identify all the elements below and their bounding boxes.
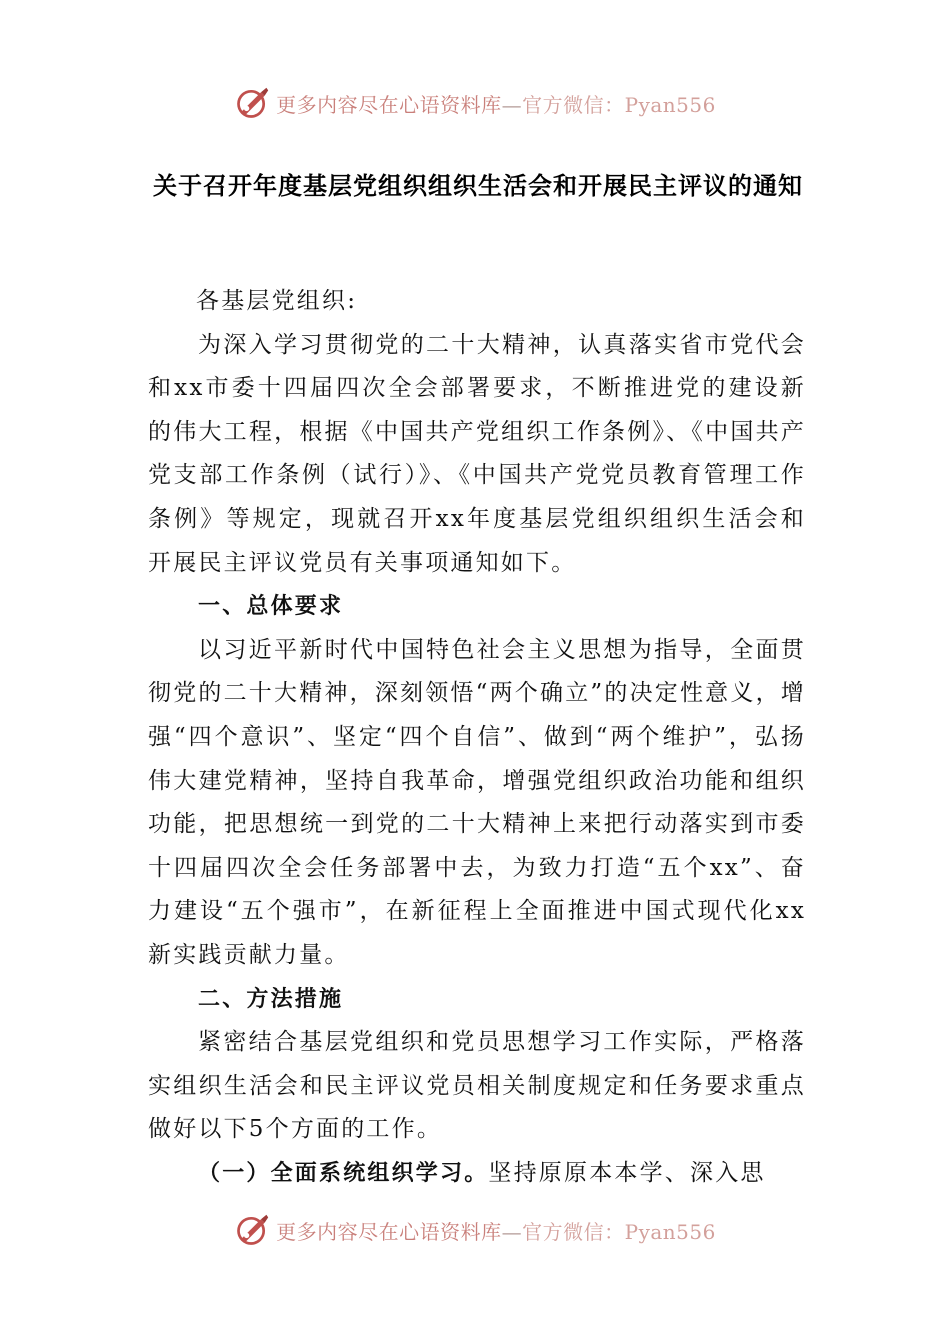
section-heading-general-requirements: 一、总体要求 [198, 594, 344, 620]
watermark-text: 更多内容尽在心语资料库—官方微信：Pyan556 [276, 92, 716, 117]
pen-circle-icon [234, 1212, 270, 1248]
document-title: 关于召开年度基层党组织组织生活会和开展民主评议的通知 [153, 172, 803, 200]
item-heading-study: （一）全面系统组织学习。 [198, 1160, 489, 1186]
salutation: 各基层党组织: [196, 288, 358, 314]
document-body [148, 280, 806, 1195]
methods-paragraph: 紧密结合基层党组织和党员思想学习工作实际，严格落实组织生活会和民主评议党员相关制度规定和任务要求重点做好以下5个方面的工作。 [148, 1029, 806, 1143]
pen-circle-icon [234, 85, 270, 121]
intro-paragraph: 为深入学习贯彻党的二十大精神，认真落实省市党代会和xx市委十四届四次全会部署要求，不断推进党的建设新的伟大工程，根据《中国共产党组织工作条例》、《中国共产党支部工作条例（试行）》、《中国共产党党员教育管理工作条例》等规定，现就召开xx年度基层党组织组织生活会和开展民主评议党员有关事项通知如下。 [148, 331, 806, 576]
general-requirements-paragraph: 以习近平新时代中国特色社会主义思想为指导，全面贯彻党的二十大精神，深刻领悟“两个确立”的决定性意义，增强“四个意识”、坚定“四个自信”、做到“两个维护”，弘扬伟大建党精神，坚持自我革命，增强党组织政治功能和组织功能，把思想统一到党的二十大精神上来把行动落实到市委十四届四次全会任务部署中去，为致力打造“五个xx”、奋力建设“五个强市”，在新征程上全面推进中国式现代化xx新实践贡献力量。 [148, 636, 806, 968]
header-watermark-banner [0, 83, 950, 123]
section-heading-methods: 二、方法措施 [198, 986, 344, 1012]
footer-watermark-banner [0, 1210, 950, 1250]
item-paragraph-study [148, 1152, 806, 1196]
watermark-text: 更多内容尽在心语资料库—官方微信：Pyan556 [276, 1219, 716, 1244]
item-text-study: 坚持原原本本学、深入思 [488, 1159, 766, 1186]
